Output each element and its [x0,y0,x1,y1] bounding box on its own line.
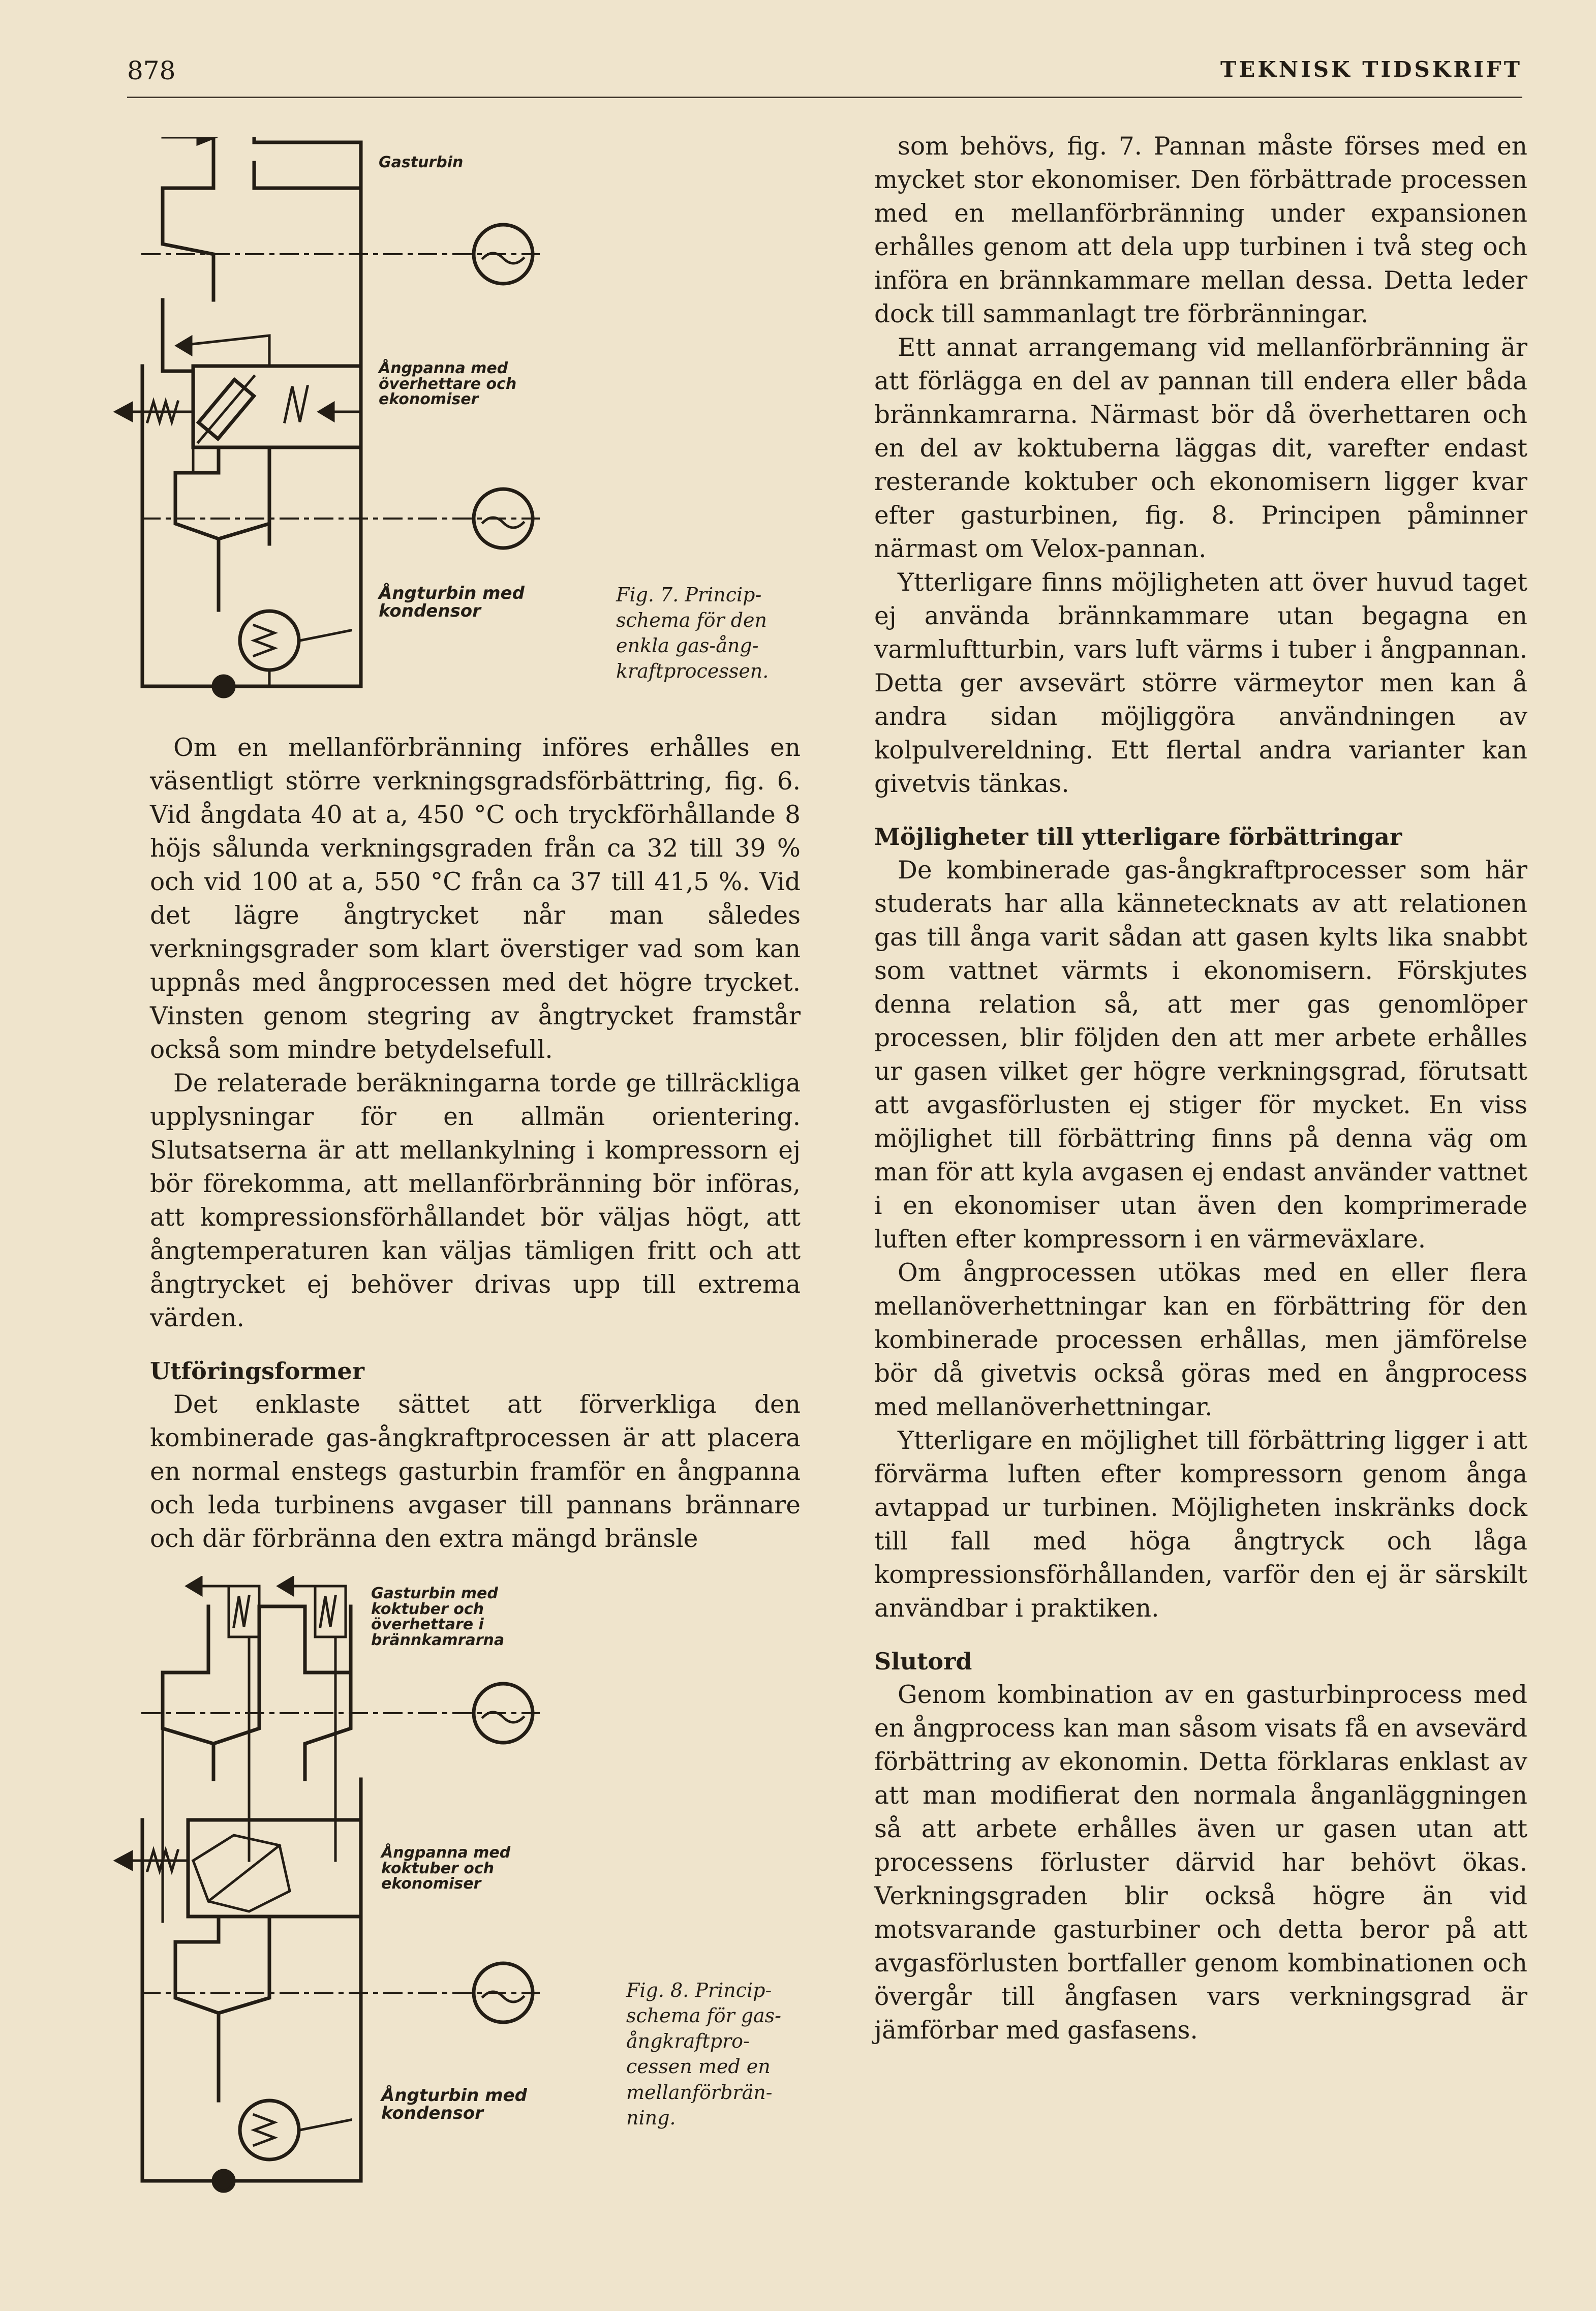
right-paragraph-3: Ytterligare finns möjligheten att över huvud taget ej använda brännkammare utan begagna en varmluftturbin, vars luft värms i tuber i ångpannan. Detta ger avsevärt större värmeytor men kan å andra sidan möjliggöra användningen av kolpulvereldning. Ett flertal andra varianter kan givetvis tänkas. [874,568,1527,798]
fig7-gasturbin-label: Gasturbin [379,154,464,171]
fig7-boiler-line2: överhettare och [379,375,517,393]
fig8-steam-label [381,2087,527,2122]
fig7-steam-line2: kondensor [379,600,481,621]
right-paragraph-1: som behövs, fig. 7. Pannan måste förses med en mycket stor ekonomiser. Den förbättrade processen med en mellanförbränning under expansionen erhålles genom att dela upp turbinen i två steg och införa en brännkammare mellan dessa. Detta leder dock till sammanlagt tre förbränningar. [874,132,1527,328]
right-paragraph-7: Genom kombination av en gasturbinprocess med en ångprocess kan man såsom visats få en avsevärd förbättring av ekonomin. Detta förklaras enklast av att man modifierat den normala ånganläggningen så att arbete erhålles även ur gasen utan att processens förluster därvid har behövt ökas. Verkningsgraden blir också högre än vid motsvarande gasturbiner och detta beror på att avgasförlusten bortfaller genom kombinationen och övergår till ångfasen vars verkningsgrad är jämförbar med gasfasens. [874,1681,1527,2045]
fig8-caption-line6: ning. [626,2106,676,2129]
fig8-gas-line4: brännkamrarna [371,1631,505,1649]
fig8-boiler-line3: ekonomiser [381,1875,481,1893]
heading-mojligheter: Möjligheter till ytterligare förbättringar [874,823,1402,850]
page-number: 878 [127,56,176,85]
fig7-steam-label [379,585,525,620]
fig8-gas-label [371,1586,504,1648]
fig7-boiler-label [379,361,516,408]
left-column [150,731,801,1556]
fig8-caption-line5: mellanförbrän- [626,2081,773,2104]
fig7-boiler [117,300,361,473]
fig7-condenser [219,559,351,686]
heading-utforingsformer: Utföringsformer [150,1357,364,1385]
fig7-steam-line1: Ångturbin med [379,583,525,603]
fig8-boiler-line2: koktuber och [381,1859,494,1877]
right-paragraph-6: Ytterligare en möjlighet till förbättring ligger i att förvärma luften efter kompressorn genom ånga avtappad ur turbinen. Möjligheten inskränks dock till fall med höga ångtryck och låga kompressionsförhållanden, varför den ej är särskilt användbar i praktiken. [874,1426,1527,1623]
fig8-caption-line3: ångkraftpro- [626,2030,750,2053]
fig8-condenser [219,2033,351,2160]
fig7-caption-line1: Fig. 7. Princip- [616,584,762,606]
fig8-pump-loop [142,1820,361,2191]
fig8-steam-line1: Ångturbin med [381,2085,527,2106]
fig8-boiler-line1: Ångpanna med [381,1844,511,1862]
fig8-caption-line4: cessen med en [626,2055,771,2078]
fig8-boiler [117,1728,361,1922]
fig8-caption-line2: schema för gas- [626,2004,782,2027]
heading-slutord: Slutord [874,1648,972,1675]
right-paragraph-4: De kombinerade gas-ångkraftprocesser som här studerats har alla kännetecknats av att relationen gas till ånga varit sådan att gasen kylts lika snabbt som vattnet värmts i ekonomisern. Förskjutes denna relation så, att mer gas genomlöper processen, blir följden den att mer arbete erhålles ur gasen vilket ger högre verkningsgrad, förutsatt att avgasförlusten ej stiger för mycket. En viss möjlighet till förbättring finns på denna väg om man för att kyla avgasen ej endast använder vattnet i en ekonomiser utan även den komprimerade luften efter kompressorn i en värmeväxlare. [874,856,1527,1254]
right-column [874,130,1527,2047]
figure-7 [97,137,625,722]
fig8-caption [626,1978,781,2131]
fig7-caption-line2: schema för den [616,609,767,632]
right-paragraph-2: Ett annat arrangemang vid mellanförbränning är att förlägga en del av pannan till endera eller båda brännkamrarna. Närmast bör då överhettaren och en del av koktuberna läggas dit, varefter endast resterande koktuber och ekonomisern ligger kvar efter gasturbinen, fig. 8. Principen påminner närmast om Velox-pannan. [874,333,1527,563]
figure-8 [97,1576,625,2227]
fig8-boiler-label [381,1845,510,1892]
left-paragraph-1: Om en mellanförbränning införes erhålles en väsentligt större verkningsgradsförbättring, fig. 6. Vid ångdata 40 at a, 450 °C och tryckförhållande 8 höjs sålunda verkningsgraden från ca 32 till 39 % och vid 100 at a, 550 °C från ca 37 till 41,5 %. Vid det lägre ångtrycket når man således verkningsgrader som klart överstiger vad som kan uppnås med ångprocessen med det högre trycket. Vinsten genom stegring av ångtrycket framstår också som mindre betydelsefull. [150,734,801,1064]
fig8-gas-line3: överhettare i [371,1616,484,1634]
fig7-caption [616,582,769,684]
right-paragraph-5: Om ångprocessen utökas med en eller flera mellanöverhettningar kan en förbättring för den kombinerade processen erhållas, men jämförelse bör då givetvis också göras med en ångprocess med mellanöverhettningar. [874,1259,1527,1421]
journal-title: TEKNISK TIDSKRIFT [1220,57,1522,82]
fig7-boiler-line1: Ångpanna med [379,359,508,377]
fig7-caption-line3: enkla gas-ång- [616,634,759,657]
fig8-gas-line2: koktuber och [371,1600,484,1618]
fig8-caption-line1: Fig. 8. Princip- [626,1979,772,2001]
fig8-gas-line1: Gasturbin med [371,1585,498,1602]
fig8-steam-line2: kondensor [381,2103,483,2123]
figure-8-schematic [97,1576,625,2227]
fig7-boiler-line3: ekonomiser [379,390,479,409]
left-paragraph-2: De relaterade beräkningarna torde ge tillräckliga upplysningar för en allmän orientering. Slutsatserna är att mellankylning i kompressorn ej bör förekomma, att mellanförbränning bör införas, att kompressionsförhållandet bör väljas högt, att ångtemperaturen kan väljas tämligen fritt och att ångtrycket ej behöver drivas upp till extrema värden. [150,1069,801,1332]
fig7-caption-line4: kraftprocessen. [616,660,769,683]
left-paragraph-3: Det enklaste sättet att förverkliga den kombinerade gas-ångkraftprocessen är att placera en normal enstegs gasturbin framför en ångpanna och leda turbinens avgaser till pannans brännare och där förbränna den extra mängd bränsle [150,1390,801,1553]
header-rule [127,97,1522,98]
figure-7-schematic [97,137,625,722]
fig7-gas-turbine [142,137,539,305]
